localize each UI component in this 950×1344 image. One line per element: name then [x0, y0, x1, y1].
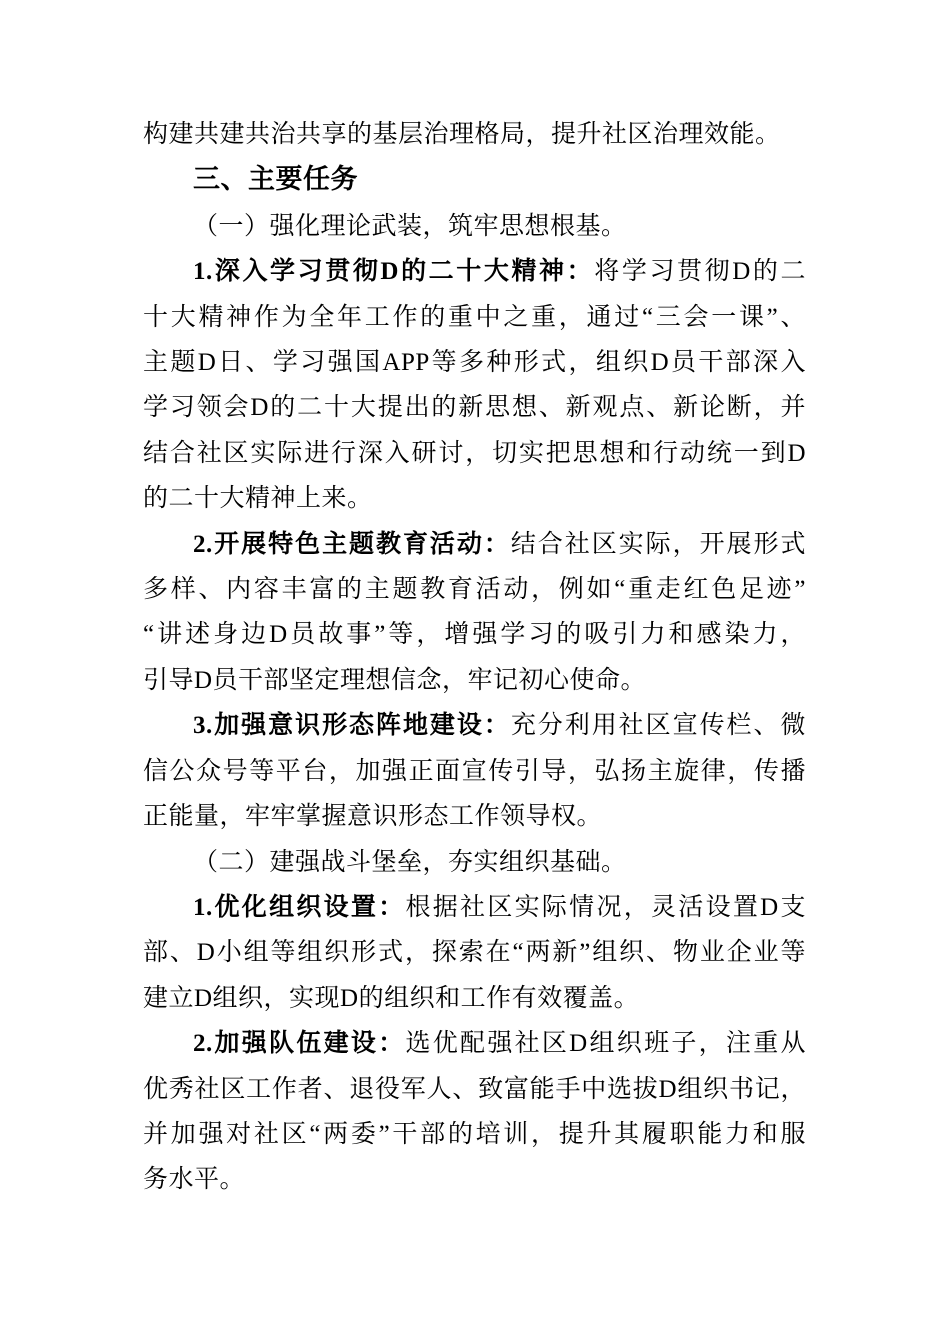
- body-line: [143, 431, 806, 476]
- text-segment: 引导D员干部坚定理想信念，牢记初心使命。: [143, 666, 647, 694]
- body-line: [143, 1112, 806, 1157]
- text-segment: 结合社区实际进行深入研讨，切实把思想和行动统一到D: [143, 439, 806, 467]
- text-segment: 建立D组织，实现D的组织和工作有效覆盖。: [143, 984, 640, 1012]
- lead-in-text: 1.深入学习贯彻D的二十大精神：: [193, 258, 595, 286]
- subsection-heading: [143, 204, 806, 249]
- body-line: [143, 976, 806, 1021]
- text-segment: 务水平。: [143, 1166, 246, 1194]
- body-line: [143, 1157, 806, 1202]
- text-segment: 正能量，牢牢掌握意识形态工作领导权。: [143, 803, 603, 831]
- body-line: [143, 249, 806, 294]
- text-segment: 主题D日、学习强国APP等多种形式，组织D员干部深入: [143, 349, 806, 377]
- text-segment: 并加强对社区“两委”干部的培训，提升其履职能力和服: [143, 1120, 806, 1148]
- body-line: [143, 1021, 806, 1066]
- lead-in-text: 三、主要任务: [193, 164, 358, 195]
- body-line: [143, 522, 806, 567]
- body-line: [143, 794, 806, 839]
- body-line: [143, 112, 806, 157]
- section-heading: [143, 157, 806, 203]
- body-line: [143, 295, 806, 340]
- text-segment: （二）建强战斗堡垒，夯实组织基础。: [193, 848, 627, 876]
- text-segment: 将学习贯彻D的二: [594, 258, 806, 286]
- body-line: [143, 749, 806, 794]
- body-line: [143, 612, 806, 657]
- text-segment: 的二十大精神上来。: [143, 485, 373, 513]
- lead-in-text: 2.加强队伍建设：: [193, 1030, 406, 1058]
- body-line: [143, 476, 806, 521]
- text-column: [143, 112, 806, 1203]
- body-line: [143, 1067, 806, 1112]
- text-segment: 十大精神作为全年工作的重中之重，通过“三会一课”、: [143, 303, 806, 331]
- body-line: [143, 385, 806, 430]
- body-line: [143, 658, 806, 703]
- lead-in-text: 1.优化组织设置：: [193, 893, 406, 921]
- text-segment: 选优配强社区D组织班子，注重从: [405, 1030, 806, 1058]
- text-segment: 学习领会D的二十大提出的新思想、新观点、新论断，并: [143, 394, 806, 422]
- lead-in-text: 2.开展特色主题教育活动：: [193, 530, 511, 558]
- text-segment: “讲述身边D员故事”等，增强学习的吸引力和感染力，: [143, 621, 806, 649]
- body-line: [143, 703, 806, 748]
- text-segment: 部、D小组等组织形式，探索在“两新”组织、物业企业等: [143, 939, 806, 967]
- text-segment: 根据社区实际情况，灵活设置D支: [405, 893, 806, 921]
- text-segment: 多样、内容丰富的主题教育活动，例如“重走红色足迹”: [143, 576, 806, 604]
- subsection-heading: [143, 840, 806, 885]
- text-segment: 信公众号等平台，加强正面宣传引导，弘扬主旋律，传播: [143, 757, 806, 785]
- body-line: [143, 567, 806, 612]
- text-segment: （一）强化理论武装，筑牢思想根基。: [193, 212, 627, 240]
- body-line: [143, 340, 806, 385]
- lead-in-text: 3.加强意识形态阵地建设：: [193, 712, 511, 740]
- text-segment: 充分利用社区宣传栏、微: [510, 712, 806, 740]
- text-segment: 构建共建共治共享的基层治理格局，提升社区治理效能。: [143, 121, 781, 148]
- body-line: [143, 885, 806, 930]
- body-line: [143, 930, 806, 975]
- text-segment: 结合社区实际，开展形式: [510, 530, 806, 558]
- text-segment: 优秀社区工作者、退役军人、致富能手中选拔D组织书记，: [143, 1075, 806, 1103]
